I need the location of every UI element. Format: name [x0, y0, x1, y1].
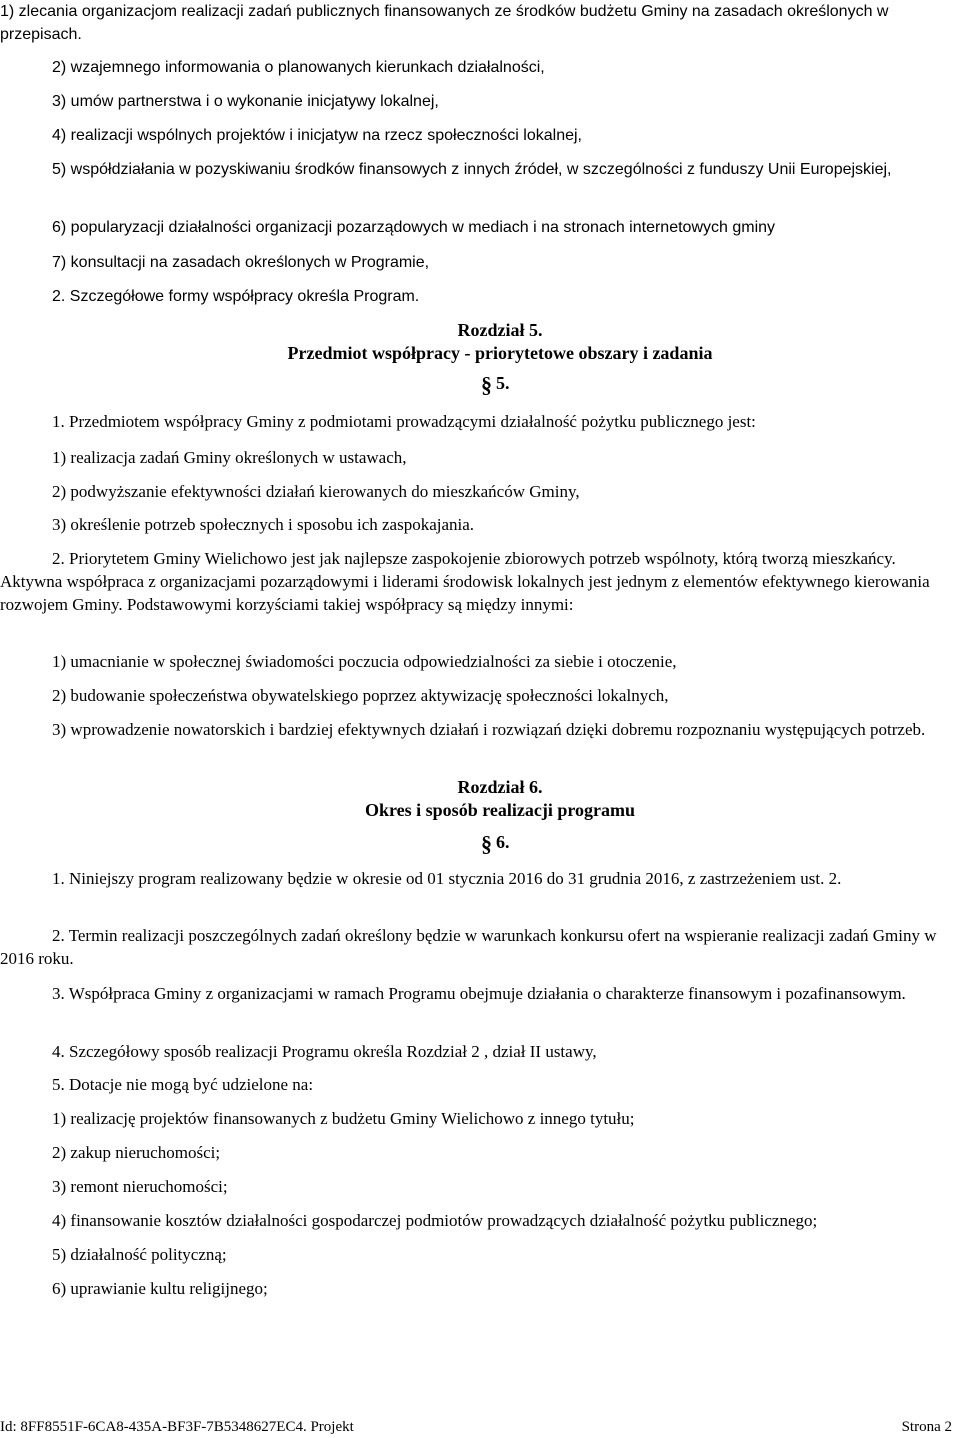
section-sign: §	[481, 372, 492, 397]
list-item: 6) uprawianie kultu religijnego;	[52, 1279, 268, 1298]
chapter-title: Przedmiot współpracy - priorytetowe obszary i zadania	[287, 343, 713, 363]
list-item: 2. Szczegółowe formy współpracy określa Program.	[52, 288, 420, 305]
list-item: 3) umów partnerstwa i o wykonanie inicjatywy lokalnej,	[52, 93, 439, 110]
paragraph: 1. Niniejszy program realizowany będzie w okresie od 01 stycznia 2016 do 31 grudnia 2016, z zastrzeżeniem ust. 2.	[52, 869, 842, 888]
list-item: 1) umacnianie w społecznej świadomości poczucia odpowiedzialności za siebie i otoczenie,	[52, 652, 677, 671]
list-item: 2) budowanie społeczeństwa obywatelskiego poprzez aktywizację społeczności lokalnych,	[52, 686, 669, 705]
list-item: 2) podwyższanie efektywności działań kierowanych do mieszkańców Gminy,	[52, 482, 580, 501]
list-item: 1) zlecania organizacjom realizacji zadań publicznych finansowanych ze środków budżetu Gminy na zasadach określonych w przepisach.	[0, 3, 889, 43]
list-item: 4) realizacji wspólnych projektów i inicjatyw na rzecz społeczności lokalnej,	[52, 127, 582, 144]
paragraph: 2. Priorytetem Gminy Wielichowo jest jak najlepsze zaspokojenie zbiorowych potrzeb wspólnoty, którą tworzą mieszkańcy. Aktywna współpraca z organizacjami pozarządowymi i liderami środowisk lokalnych jest jednym z elementów efektywnego kierowania rozwojem Gminy. Podstawowymi korzyściami takiej współpracy są między innymi:	[0, 549, 930, 614]
list-item: 7) konsultacji na zasadach określonych w Programie,	[52, 254, 430, 271]
list-item: 2) zakup nieruchomości;	[52, 1143, 221, 1162]
paragraph: 5. Dotacje nie mogą być udzielone na:	[52, 1075, 314, 1094]
paragraph: 1. Przedmiotem współpracy Gminy z podmiotami prowadzącymi działalność pożytku publicznego jest:	[52, 412, 756, 431]
list-item: 3) wprowadzenie nowatorskich i bardziej efektywnych działań i rozwiązań dzięki dobremu rozpoznaniu występujących potrzeb.	[52, 720, 926, 739]
list-item: 1) realizacja zadań Gminy określonych w ustawach,	[52, 448, 407, 467]
list-item: 4) finansowanie kosztów działalności gospodarczej podmiotów prowadzących działalność pożytku publicznego;	[52, 1211, 818, 1230]
document-id: Id: 8FF8551F-6CA8-435A-BF3F-7B5348627EC4. Projekt	[0, 1419, 354, 1435]
section-sign: §	[481, 831, 492, 856]
list-item: 2) wzajemnego informowania o planowanych kierunkach działalności,	[52, 59, 545, 76]
chapter-label: Rozdział 6.	[457, 777, 543, 797]
section-number: 6.	[496, 832, 510, 852]
paragraph: 4. Szczegółowy sposób realizacji Programu określa Rozdział 2 , dział II ustawy,	[52, 1042, 597, 1061]
list-item: 6) popularyzacji działalności organizacji pozarządowych w mediach i na stronach internetowych gminy	[52, 219, 776, 236]
chapter-label: Rozdział 5.	[457, 320, 543, 340]
list-item: 5) działalność polityczną;	[52, 1245, 227, 1264]
paragraph: 2. Termin realizacji poszczególnych zadań określony będzie w warunkach konkursu ofert na wspieranie realizacji zadań Gminy w 2016 roku.	[0, 926, 937, 968]
list-item: 5) współdziałania w pozyskiwaniu środków finansowych z innych źródeł, w szczególności z funduszy Unii Europejskiej,	[52, 161, 892, 178]
chapter-title: Okres i sposób realizacji programu	[365, 800, 635, 820]
list-item: 3) określenie potrzeb społecznych i sposobu ich zaspokajania.	[52, 515, 475, 534]
page-number: Strona 2	[901, 1419, 952, 1435]
list-item: 1) realizację projektów finansowanych z budżetu Gminy Wielichowo z innego tytułu;	[52, 1109, 635, 1128]
section-heading	[481, 831, 510, 855]
paragraph: 3. Współpraca Gminy z organizacjami w ramach Programu obejmuje działania o charakterze finansowym i pozafinansowym.	[52, 984, 906, 1003]
section-heading	[481, 372, 510, 396]
section-number: 5.	[496, 373, 510, 393]
list-item: 3) remont nieruchomości;	[52, 1177, 228, 1196]
